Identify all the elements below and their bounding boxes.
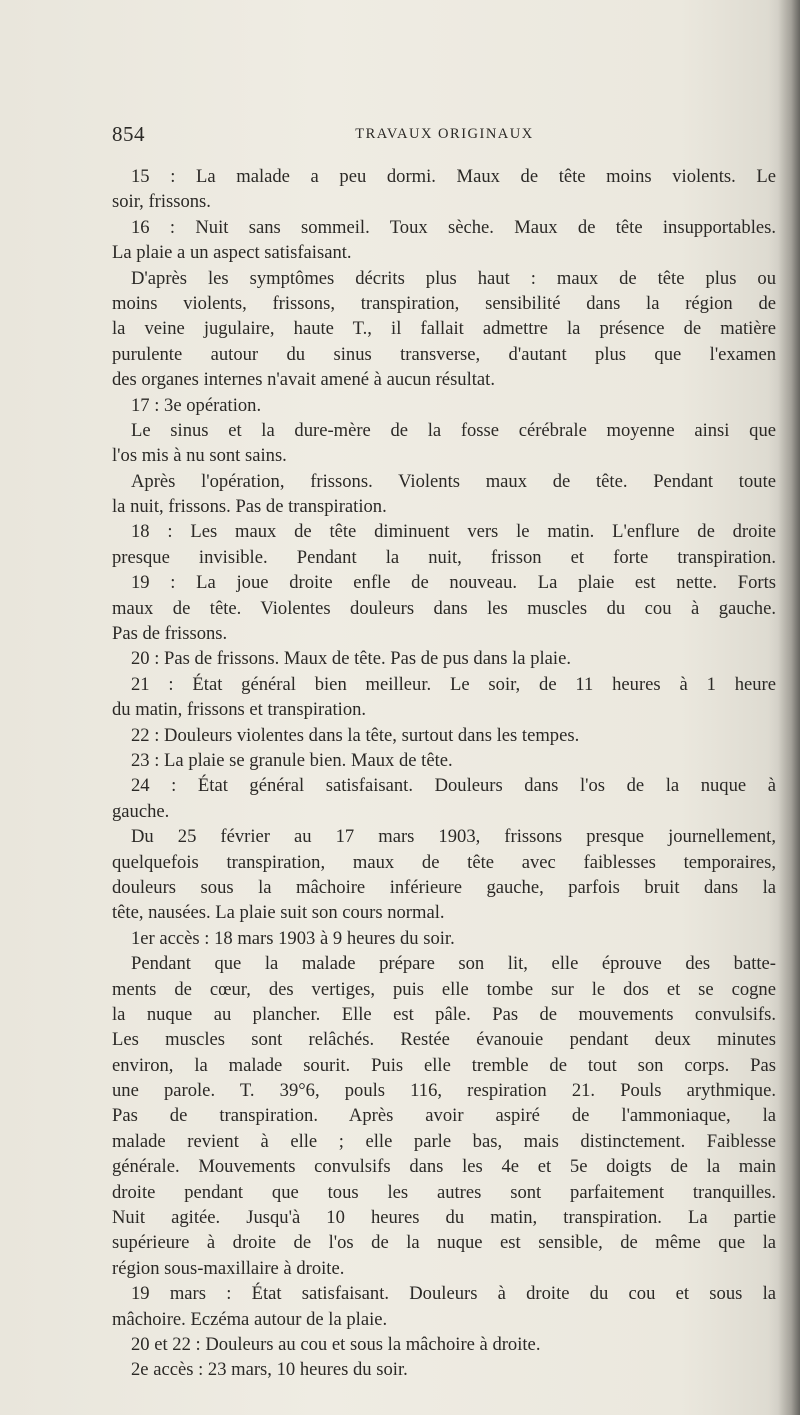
text-line: 16 : Nuit sans sommeil. Toux sèche. Maux de tête insupportables.: [131, 216, 776, 238]
text-line: maux de tête. Violentes douleurs dans les muscles du cou à gauche.: [112, 597, 776, 619]
text-line: malade revient à elle ; elle parle bas, mais distinctement. Faiblesse: [112, 1130, 776, 1152]
text-line: droite pendant que tous les autres sont parfaitement tranquilles.: [112, 1181, 776, 1203]
text-line: des organes internes n'avait amené à aucun résultat.: [112, 369, 495, 391]
text-line: du matin, frissons et transpiration.: [112, 699, 367, 721]
text-line: 23 : La plaie se granule bien. Maux de tête.: [131, 749, 453, 771]
text-line: La plaie a un aspect satisfaisant.: [112, 242, 352, 264]
text-line: Du 25 février au 17 mars 1903, frissons presque journellement,: [131, 826, 776, 848]
text-line: 21 : État général bien meilleur. Le soir, de 11 heures à 1 heure: [131, 673, 776, 695]
page-edge-shadow: [778, 0, 800, 1415]
text-line: supérieure à droite de l'os de la nuque est sensible, de même que la: [112, 1232, 776, 1254]
text-line: ments de cœur, des vertiges, puis elle tombe sur le dos et se cogne: [112, 978, 776, 1000]
text-line: 15 : La malade a peu dormi. Maux de tête moins violents. Le: [131, 166, 776, 187]
text-line: la nuque au plancher. Elle est pâle. Pas de mouvements convulsifs.: [112, 1003, 776, 1025]
text-line: environ, la malade sourit. Puis elle tremble de tout son corps. Pas: [112, 1054, 776, 1076]
text-line: 24 : État général satisfaisant. Douleurs dans l'os de la nuque à: [131, 775, 776, 797]
text-line: 19 mars : État satisfaisant. Douleurs à droite du cou et sous la: [131, 1283, 776, 1305]
text-line: Les muscles sont relâchés. Restée évanouie pendant deux minutes: [112, 1029, 776, 1051]
text-line: gauche.: [112, 800, 170, 822]
text-line: l'os mis à nu sont sains.: [112, 445, 287, 467]
text-line: Après l'opération, frissons. Violents maux de tête. Pendant toute: [131, 470, 776, 492]
text-line: région sous-maxillaire à droite.: [112, 1257, 345, 1279]
running-title: TRAVAUX ORIGINAUX: [355, 126, 534, 142]
text-line: 2e accès : 23 mars, 10 heures du soir.: [131, 1359, 408, 1381]
text-line: moins violents, frissons, transpiration, sensibilité dans la région de: [112, 292, 776, 314]
text-line: quelquefois transpiration, maux de tête avec faiblesses temporaires,: [112, 851, 776, 873]
text-line: 22 : Douleurs violentes dans la tête, surtout dans les tempes.: [131, 724, 580, 746]
text-line: mâchoire. Eczéma autour de la plaie.: [112, 1308, 388, 1330]
text-line: tête, nausées. La plaie suit son cours normal.: [112, 902, 445, 924]
page-number: 854: [112, 122, 145, 146]
text-line: 17 : 3e opération.: [131, 394, 262, 416]
text-line: 1er accès : 18 mars 1903 à 9 heures du soir.: [131, 927, 455, 949]
body-text: [112, 164, 776, 1383]
text-line: 20 et 22 : Douleurs au cou et sous la mâchoire à droite.: [131, 1333, 541, 1355]
text-line: 20 : Pas de frissons. Maux de tête. Pas de pus dans la plaie.: [131, 648, 571, 670]
text-line: presque invisible. Pendant la nuit, frisson et forte transpiration.: [112, 546, 776, 568]
text-line: 19 : La joue droite enfle de nouveau. La plaie est nette. Forts: [131, 572, 776, 594]
text-line: générale. Mouvements convulsifs dans les 4e et 5e doigts de la main: [112, 1156, 776, 1178]
text-line: Le sinus et la dure-mère de la fosse cérébrale moyenne ainsi que: [131, 419, 776, 441]
text-line: la veine jugulaire, haute T., il fallait admettre la présence de matière: [112, 318, 776, 340]
text-line: Pas de transpiration. Après avoir aspiré de l'ammoniaque, la: [112, 1105, 776, 1127]
text-line: Nuit agitée. Jusqu'à 10 heures du matin, transpiration. La partie: [112, 1207, 776, 1229]
page-header: [112, 122, 777, 148]
text-line: soir, frissons.: [112, 191, 211, 213]
text-line: purulente autour du sinus transverse, d'autant plus que l'examen: [112, 343, 776, 365]
text-line: douleurs sous la mâchoire inférieure gauche, parfois bruit dans la: [112, 876, 776, 898]
text-line: la nuit, frissons. Pas de transpiration.: [112, 496, 387, 518]
text-line: Pas de frissons.: [112, 623, 228, 645]
text-line: une parole. T. 39°6, pouls 116, respiration 21. Pouls arythmique.: [112, 1080, 776, 1102]
text-line: Pendant que la malade prépare son lit, elle éprouve des batte-: [131, 953, 776, 975]
text-line: 18 : Les maux de tête diminuent vers le matin. L'enflure de droite: [131, 521, 776, 543]
text-line: D'après les symptômes décrits plus haut : maux de tête plus ou: [131, 267, 776, 289]
